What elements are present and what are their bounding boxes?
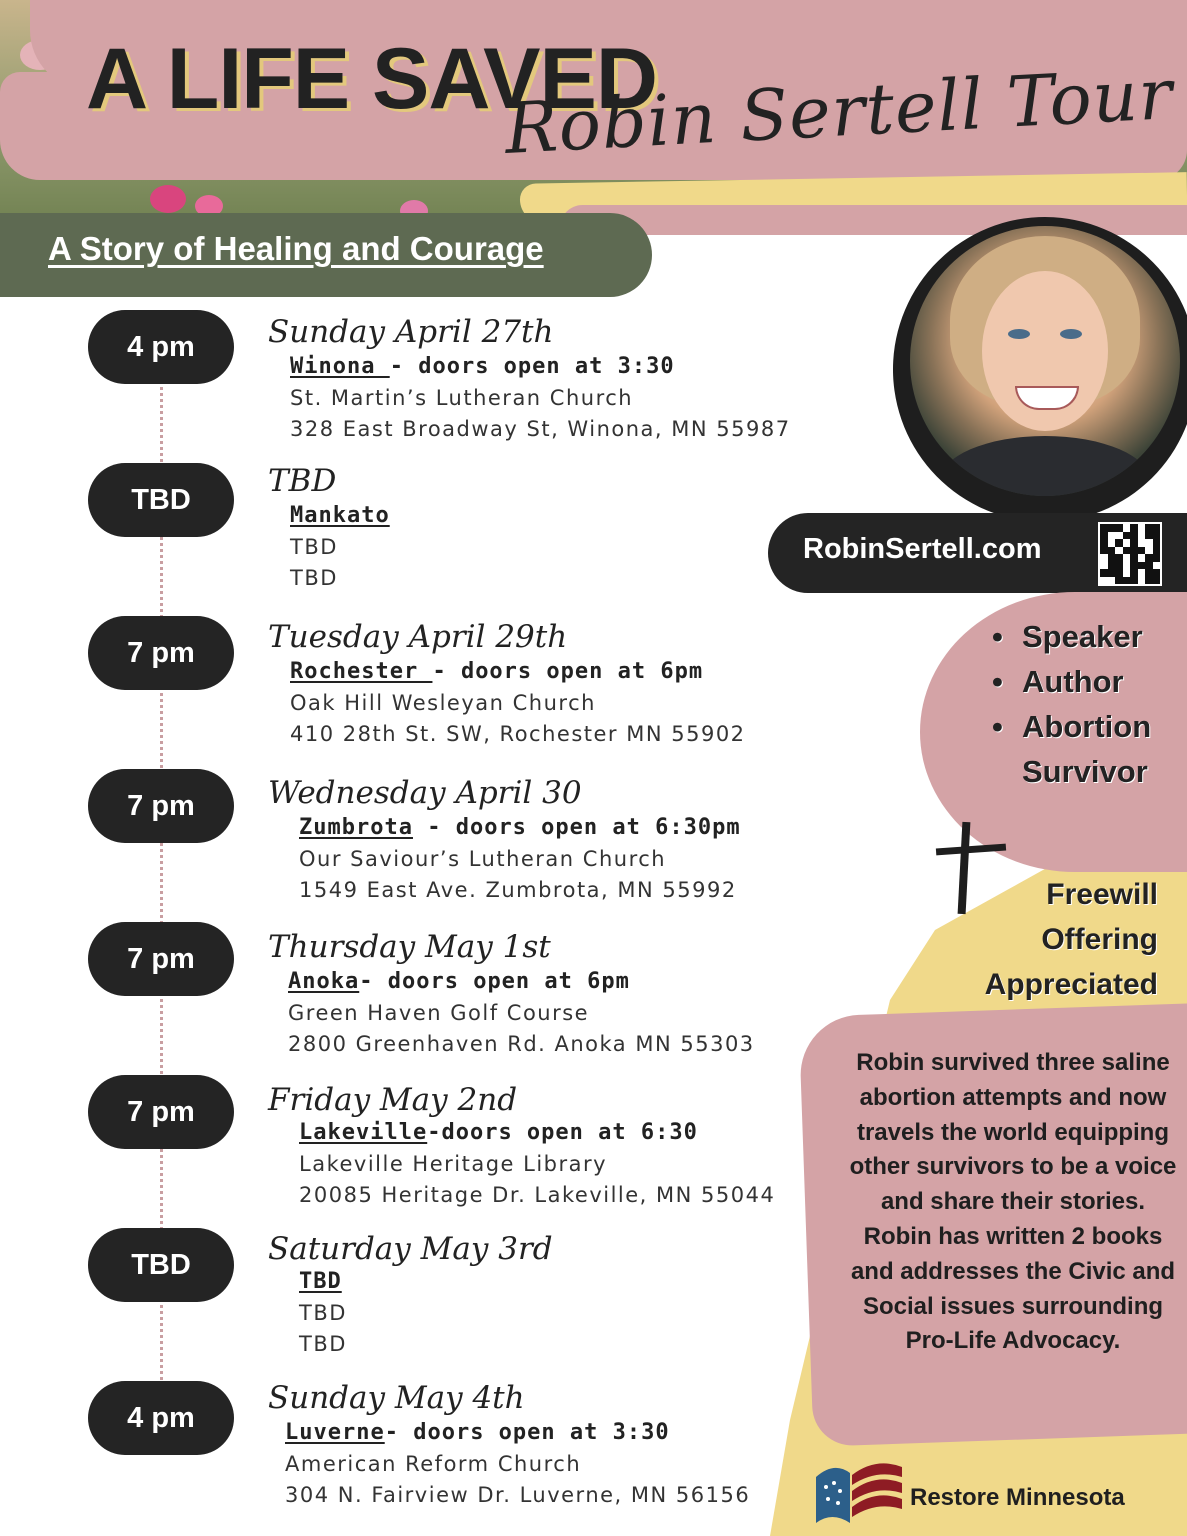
event-day: Thursday May 1st [268, 929, 551, 965]
event-address: 410 28th St. SW, Rochester MN 55902 [290, 722, 746, 746]
subtitle: A Story of Healing and Courage [48, 230, 544, 267]
role-item: • Author [992, 664, 1124, 699]
event-doors: - doors open at 6pm [432, 659, 704, 684]
time-pill: TBD [88, 463, 234, 537]
freewill-offering-note: Freewill Offering Appreciated [984, 878, 1158, 1001]
event-city: Lakeville [299, 1120, 428, 1145]
event-day: Friday May 2nd [268, 1082, 518, 1118]
event-day: Tuesday April 29th [268, 619, 568, 655]
time-pill: 7 pm [88, 616, 234, 690]
bio-text: Robin survived three saline abortion attempts and now travels the world equipping other survivors to be a voice and share their stories. Robin has written 2 books and addresses the Civic and Social issues surrounding Pro-Life Advocacy. [849, 1049, 1177, 1355]
event-address: 2800 Greenhaven Rd. Anoka MN 55303 [288, 1032, 755, 1056]
roles-list [992, 614, 1151, 794]
event-day: Wednesday April 30 [268, 775, 582, 811]
event-address: 1549 East Ave. Zumbrota, MN 55992 [299, 878, 737, 902]
time-pill: 4 pm [88, 310, 234, 384]
event-day: Saturday May 3rd [268, 1231, 553, 1267]
organization-name: Restore Minnesota [910, 1484, 1125, 1511]
event-venue: Lakeville Heritage Library [299, 1152, 608, 1176]
script-title: Robin Sertell Tour [502, 53, 1175, 170]
event-day: TBD [268, 463, 337, 499]
event-venue: TBD [299, 1301, 347, 1325]
event-doors: - doors open at 3:30 [384, 1420, 670, 1445]
event-venue: Green Haven Golf Course [288, 1001, 590, 1025]
event-doors: - doors open at 6pm [359, 969, 630, 994]
time-pill: 7 pm [88, 1075, 234, 1149]
event-address: TBD [290, 566, 338, 590]
event-address: TBD [299, 1332, 347, 1356]
event-address: 20085 Heritage Dr. Lakeville, MN 55044 [299, 1183, 776, 1207]
event-address: 304 N. Fairview Dr. Luverne, MN 56156 [285, 1483, 751, 1507]
role-item: • Abortion [992, 709, 1152, 744]
website-link[interactable]: RobinSertell.com [803, 533, 1042, 565]
role-item: Survivor [1022, 754, 1148, 789]
event-doors: - doors open at 6:30pm [412, 815, 741, 840]
event-city: Rochester [290, 659, 433, 684]
event-city: Luverne [285, 1420, 385, 1445]
event-doors: -doors open at 6:30 [427, 1120, 698, 1145]
role-item: • Speaker [992, 619, 1143, 654]
event-venue: Our Saviour’s Lutheran Church [299, 847, 667, 871]
event-venue: American Reform Church [285, 1452, 582, 1476]
event-city: Mankato [290, 503, 390, 528]
event-city: Winona [290, 354, 390, 379]
time-pill: 7 pm [88, 769, 234, 843]
event-address: 328 East Broadway St, Winona, MN 55987 [290, 417, 791, 441]
event-venue: Oak Hill Wesleyan Church [290, 691, 596, 715]
event-city: Anoka [288, 969, 360, 994]
event-venue: St. Martin’s Lutheran Church [290, 386, 634, 410]
event-day: Sunday May 4th [268, 1380, 525, 1416]
event-venue: TBD [290, 535, 338, 559]
restore-minnesota-logo-icon [810, 1453, 906, 1529]
time-pill: 7 pm [88, 922, 234, 996]
event-doors: - doors open at 3:30 [389, 354, 675, 379]
event-city: TBD [299, 1269, 342, 1294]
event-day: Sunday April 27th [268, 314, 554, 350]
event-city: Zumbrota [299, 815, 413, 840]
time-pill: 4 pm [88, 1381, 234, 1455]
time-pill: TBD [88, 1228, 234, 1302]
main-title: A LIFE SAVED [86, 31, 657, 127]
